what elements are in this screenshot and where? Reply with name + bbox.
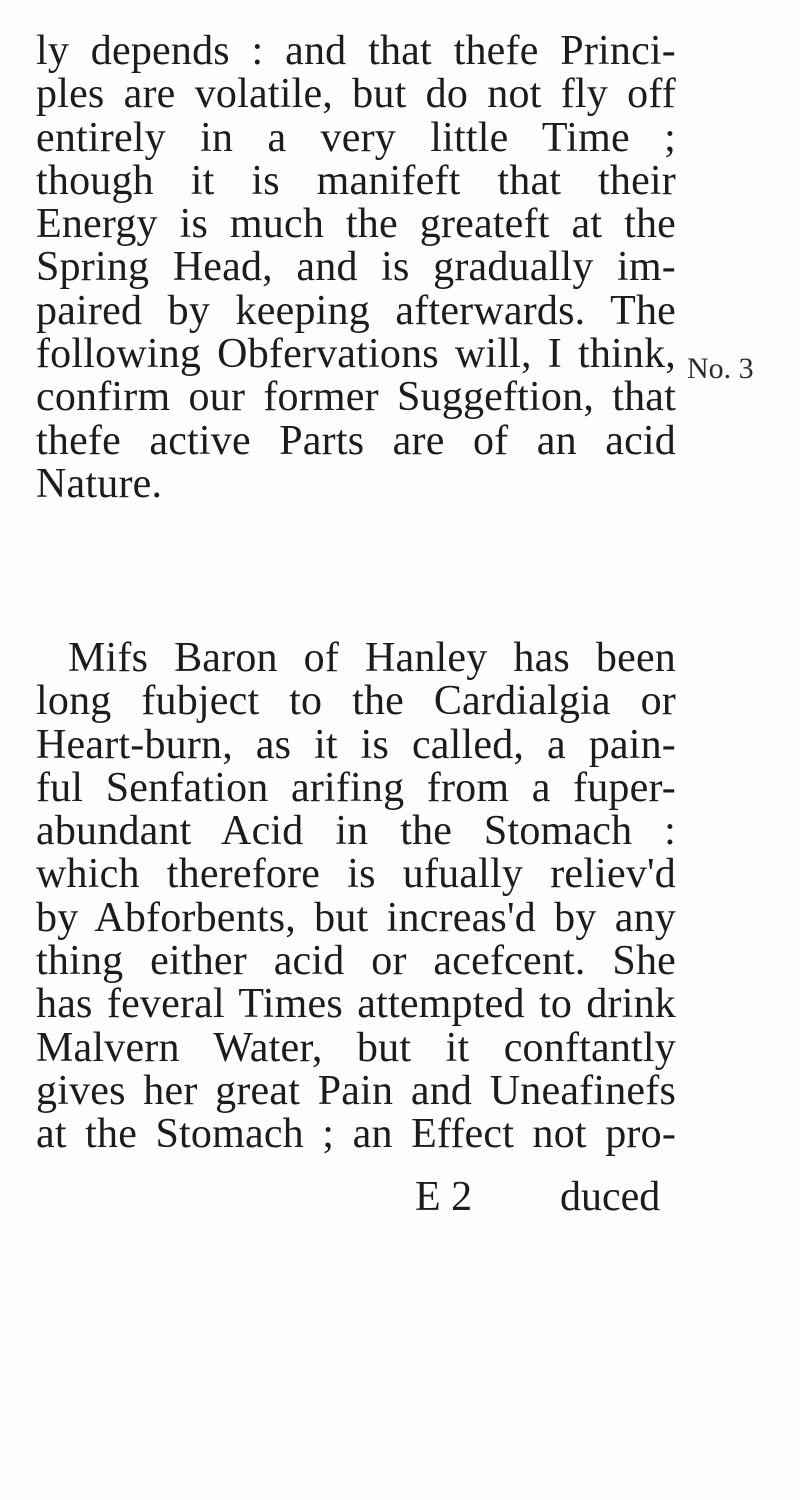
text-line: ful Senfation arifing from a fuper- bbox=[36, 764, 676, 811]
text-line: ples are volatile, but do not fly off bbox=[36, 71, 676, 118]
text-line: by Abforbents, but increas'd by any bbox=[36, 894, 676, 941]
text-line: Energy is much the greateft at the bbox=[36, 201, 676, 248]
text-line: though it is manifeft that their bbox=[36, 157, 676, 204]
text-line: Heart-burn, as it is called, a pain- bbox=[36, 721, 676, 768]
text-line: Mifs Baron of Hanley has been bbox=[68, 635, 676, 681]
text-line: gives her great Pain and Uneafinefs bbox=[36, 1067, 676, 1114]
paragraph-observations bbox=[36, 30, 676, 506]
text-line: Spring Head, and is gradually im- bbox=[36, 244, 676, 291]
text-line: abundant Acid in the Stomach : bbox=[36, 808, 676, 855]
text-line: Malvern Water, but it conftantly bbox=[36, 1024, 676, 1071]
text-line: paired by keeping afterwards. The bbox=[36, 287, 676, 334]
text-line: which therefore is ufually reliev'd bbox=[36, 851, 676, 898]
paragraph-case-report bbox=[36, 637, 676, 1157]
page-footer bbox=[0, 1174, 800, 1220]
signature-mark: E 2 bbox=[415, 1174, 473, 1220]
margin-note: No. 3 bbox=[687, 352, 754, 385]
text-line: entirely in a very little Time ; bbox=[36, 114, 676, 161]
text-line: confirm our former Suggeftion, that bbox=[36, 374, 676, 421]
text-line: ly depends : and that thefe Princi- bbox=[36, 28, 676, 74]
text-line: thing either acid or acefcent. She bbox=[36, 938, 676, 985]
catchword: duced bbox=[560, 1174, 661, 1220]
text-line: has feveral Times attempted to drink bbox=[36, 981, 676, 1028]
text-line: at the Stomach ; an Effect not pro- bbox=[36, 1111, 676, 1158]
text-line: long fubject to the Cardialgia or bbox=[36, 678, 676, 725]
text-line: following Obfervations will, I think, bbox=[36, 331, 676, 378]
text-line: thefe active Parts are of an acid bbox=[36, 417, 676, 464]
text-line: Nature. bbox=[36, 460, 163, 507]
